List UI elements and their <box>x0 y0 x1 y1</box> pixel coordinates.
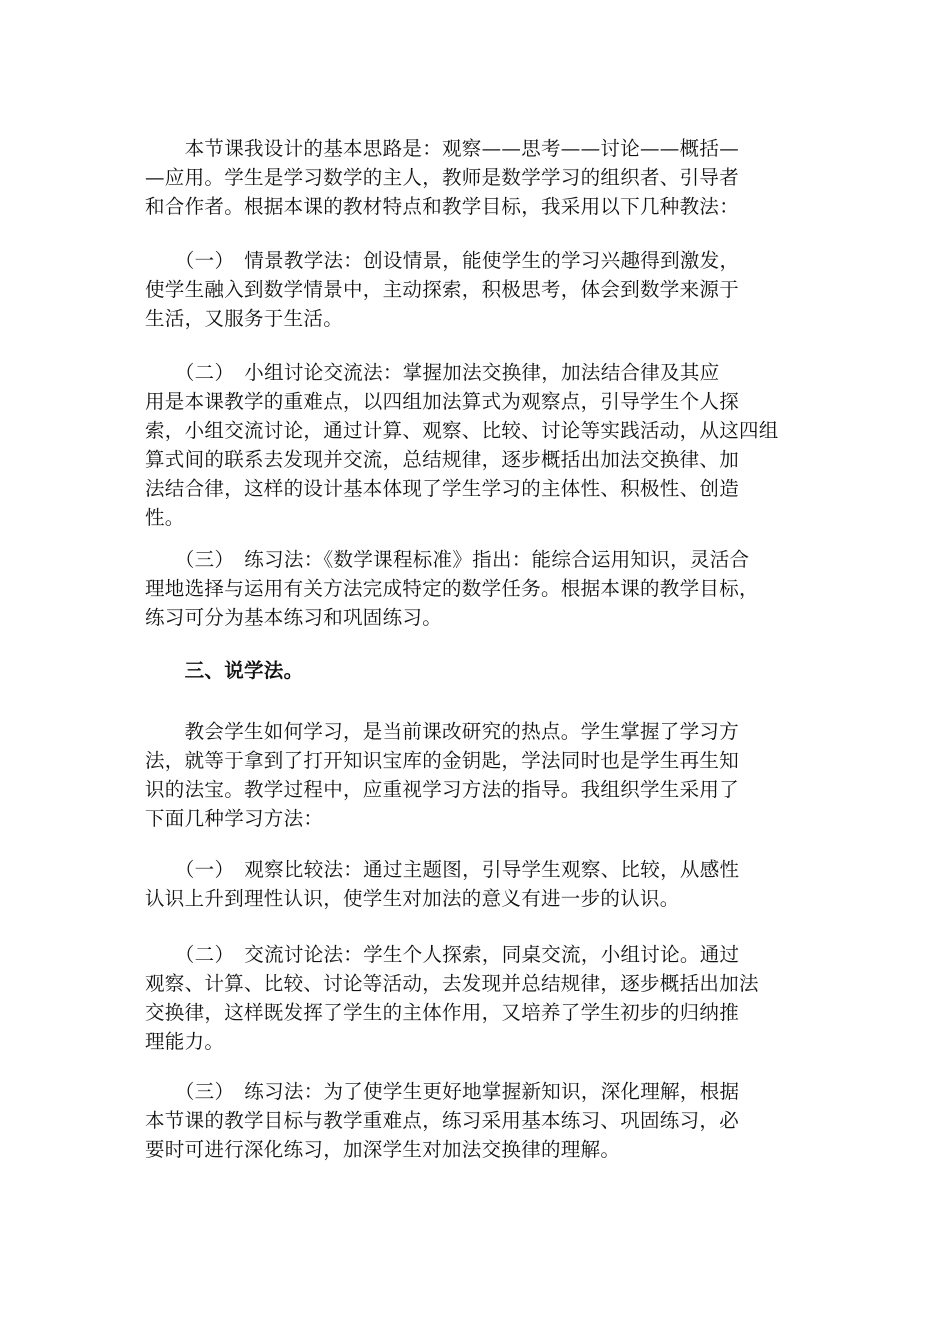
text-line: 使学生融入到数学情景中，主动探索，积极思考，体会到数学来源于 <box>145 278 740 301</box>
text-line: 性。 <box>145 506 185 529</box>
text-line: 和合作者。根据本课的教材特点和教学目标，我采用以下几种教法： <box>145 195 740 218</box>
learning-3-paragraph <box>145 1077 810 1164</box>
text-line: 下面几种学习方法： <box>145 807 324 830</box>
text-line: 本节课的教学目标与教学重难点，练习采用基本练习、巩固练习，必 <box>145 1109 740 1132</box>
text-line: （一） 情景教学法：创设情景，能使学生的学习兴趣得到激发， <box>145 249 740 272</box>
text-line: 教会学生如何学习，是当前课改研究的热点。学生掌握了学习方 <box>145 720 740 743</box>
text-line: （二） 小组讨论交流法：掌握加法交换律，加法结合律及其应 <box>145 361 720 384</box>
text-line: （一） 观察比较法：通过主题图，引导学生观察、比较，从感性 <box>145 858 740 881</box>
text-line: 索，小组交流讨论，通过计算、观察、比较、讨论等实践活动，从这四组 <box>145 419 779 442</box>
text-line: 用是本课教学的重难点，以四组加法算式为观察点，引导学生个人探 <box>145 390 740 413</box>
intro-paragraph <box>145 134 810 221</box>
text-line: 要时可进行深化练习，加深学生对加法交换律的理解。 <box>145 1138 621 1161</box>
text-line: 交换律，这样既发挥了学生的主体作用，又培养了学生初步的归纳推 <box>145 1001 740 1024</box>
text-line: 法结合律，这样的设计基本体现了学生学习的主体性、积极性、创造 <box>145 477 740 500</box>
method-1-paragraph <box>145 246 810 333</box>
text-line: 理地选择与运用有关方法完成特定的数学任务。根据本课的教学目标， <box>145 577 759 600</box>
text-line: 算式间的联系去发现并交流，总结规律，逐步概括出加法交换律、加 <box>145 448 740 471</box>
text-line: —应用。学生是学习数学的主人，教师是数学学习的组织者、引导者 <box>145 166 740 189</box>
learning-1-paragraph <box>145 855 810 913</box>
text-line: 法，就等于拿到了打开知识宝库的金钥匙，学法同时也是学生再生知 <box>145 749 740 772</box>
text-line: 观察、计算、比较、讨论等活动，去发现并总结规律，逐步概括出加法 <box>145 972 759 995</box>
text-line: （三） 练习法：为了使学生更好地掌握新知识，深化理解，根据 <box>145 1080 740 1103</box>
learning-2-paragraph <box>145 940 810 1056</box>
text-line: 认识上升到理性认识，使学生对加法的意义有进一步的认识。 <box>145 887 680 910</box>
text-line: 本节课我设计的基本思路是：观察——思考——讨论——概括— <box>145 137 739 160</box>
text-line: （三） 练习法：《数学课程标准》指出：能综合运用知识，灵活合 <box>145 548 750 571</box>
method-2-paragraph <box>145 358 810 532</box>
section-title: 三、说学法。 <box>145 659 304 682</box>
section-heading <box>145 656 810 685</box>
method-3-paragraph <box>145 545 810 632</box>
text-line: 练习可分为基本练习和巩固练习。 <box>145 606 443 629</box>
text-line: （二） 交流讨论法：学生个人探索，同桌交流，小组讨论。通过 <box>145 943 740 966</box>
learning-intro-paragraph <box>145 717 810 833</box>
text-line: 生活，又服务于生活。 <box>145 307 344 330</box>
text-line: 理能力。 <box>145 1030 225 1053</box>
text-line: 识的法宝。教学过程中，应重视学习方法的指导。我组织学生采用了 <box>145 778 740 801</box>
